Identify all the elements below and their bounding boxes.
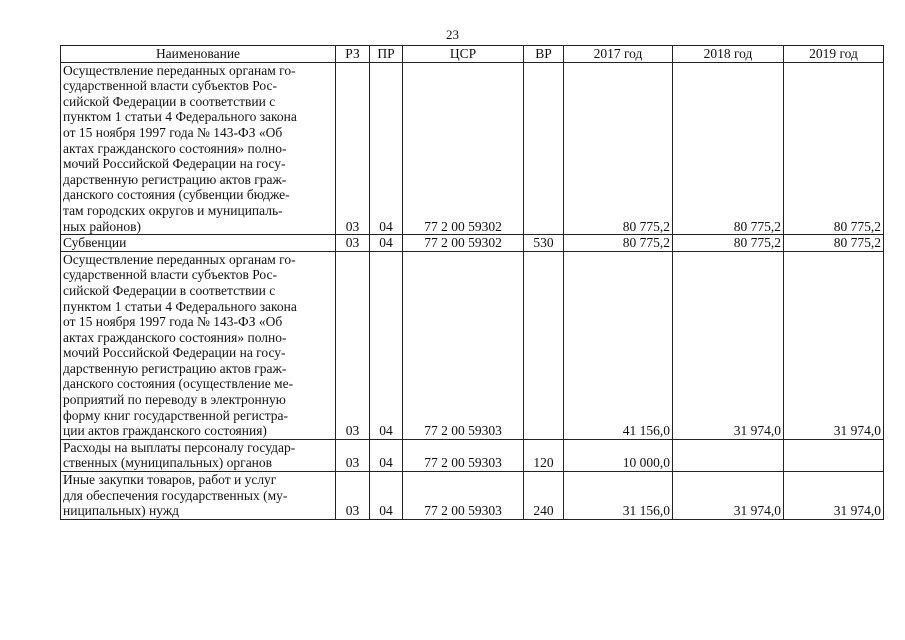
row-2017: 80 775,2	[564, 235, 673, 252]
row-2019: 80 775,2	[784, 235, 884, 252]
row-name: Осуществление переданных органам го- сударственной власти субъектов Рос- сийской Федерации в соответствии с пунктом 1 статьи 4 Федерального закона от 15 ноября 1997 года № 143-ФЗ «Об актах гражданского состояния» полно- мочий Российской Федерации на госу- дарственную регистрацию актов граж- данского состояния (субвенции бюдже- там городских округов и муниципаль- ных районов)	[61, 62, 336, 235]
row-pr: 04	[370, 439, 403, 471]
table-row	[61, 235, 884, 252]
header-2018: 2018 год	[673, 46, 784, 63]
row-rz: 03	[336, 251, 370, 439]
table-row	[61, 251, 884, 439]
row-vr: 530	[524, 235, 564, 252]
row-2017: 41 156,0	[564, 251, 673, 439]
header-2017: 2017 год	[564, 46, 673, 63]
header-csr: ЦСР	[403, 46, 524, 63]
row-csr: 77 2 00 59303	[403, 472, 524, 520]
row-name: Расходы на выплаты персоналу государ- ственных (муниципальных) органов	[61, 439, 336, 471]
budget-table	[60, 45, 884, 520]
row-name: Иные закупки товаров, работ и услуг для обеспечения государственных (му- ниципальных) нужд	[61, 472, 336, 520]
row-2019: 31 974,0	[784, 472, 884, 520]
header-pr: ПР	[370, 46, 403, 63]
row-2018: 80 775,2	[673, 62, 784, 235]
row-vr: 120	[524, 439, 564, 471]
header-2019: 2019 год	[784, 46, 884, 63]
row-2018: 31 974,0	[673, 251, 784, 439]
row-csr: 77 2 00 59302	[403, 235, 524, 252]
row-csr: 77 2 00 59303	[403, 439, 524, 471]
row-rz: 03	[336, 439, 370, 471]
row-pr: 04	[370, 251, 403, 439]
row-rz: 03	[336, 235, 370, 252]
header-vr: ВР	[524, 46, 564, 63]
row-csr: 77 2 00 59303	[403, 251, 524, 439]
row-2019: 31 974,0	[784, 251, 884, 439]
row-2018: 80 775,2	[673, 235, 784, 252]
row-2017: 31 156,0	[564, 472, 673, 520]
row-rz: 03	[336, 62, 370, 235]
table-row	[61, 472, 884, 520]
header-row	[61, 46, 884, 63]
row-rz: 03	[336, 472, 370, 520]
header-rz: РЗ	[336, 46, 370, 63]
row-2019: 80 775,2	[784, 62, 884, 235]
row-csr: 77 2 00 59302	[403, 62, 524, 235]
row-vr: 240	[524, 472, 564, 520]
row-pr: 04	[370, 62, 403, 235]
row-pr: 04	[370, 472, 403, 520]
row-vr	[524, 251, 564, 439]
row-2017: 10 000,0	[564, 439, 673, 471]
header-name: Наименование	[61, 46, 336, 63]
row-pr: 04	[370, 235, 403, 252]
row-2017: 80 775,2	[564, 62, 673, 235]
row-name: Осуществление переданных органам го- сударственной власти субъектов Рос- сийской Федерации в соответствии с пунктом 1 статьи 4 Федерального закона от 15 ноября 1997 года № 143-ФЗ «Об актах гражданского состояния» полно- мочий Российской Федерации на госу- дарственную регистрацию актов граж- данского состояния (осуществление ме- роприятий по переводу в электронную форму книг государственной регистра- ции актов гражданского состояния)	[61, 251, 336, 439]
table-row	[61, 439, 884, 471]
row-name: Субвенции	[61, 235, 336, 252]
table-row	[61, 62, 884, 235]
page-number: 23	[446, 27, 459, 42]
row-2018	[673, 439, 784, 471]
row-vr	[524, 62, 564, 235]
row-2019	[784, 439, 884, 471]
row-2018: 31 974,0	[673, 472, 784, 520]
